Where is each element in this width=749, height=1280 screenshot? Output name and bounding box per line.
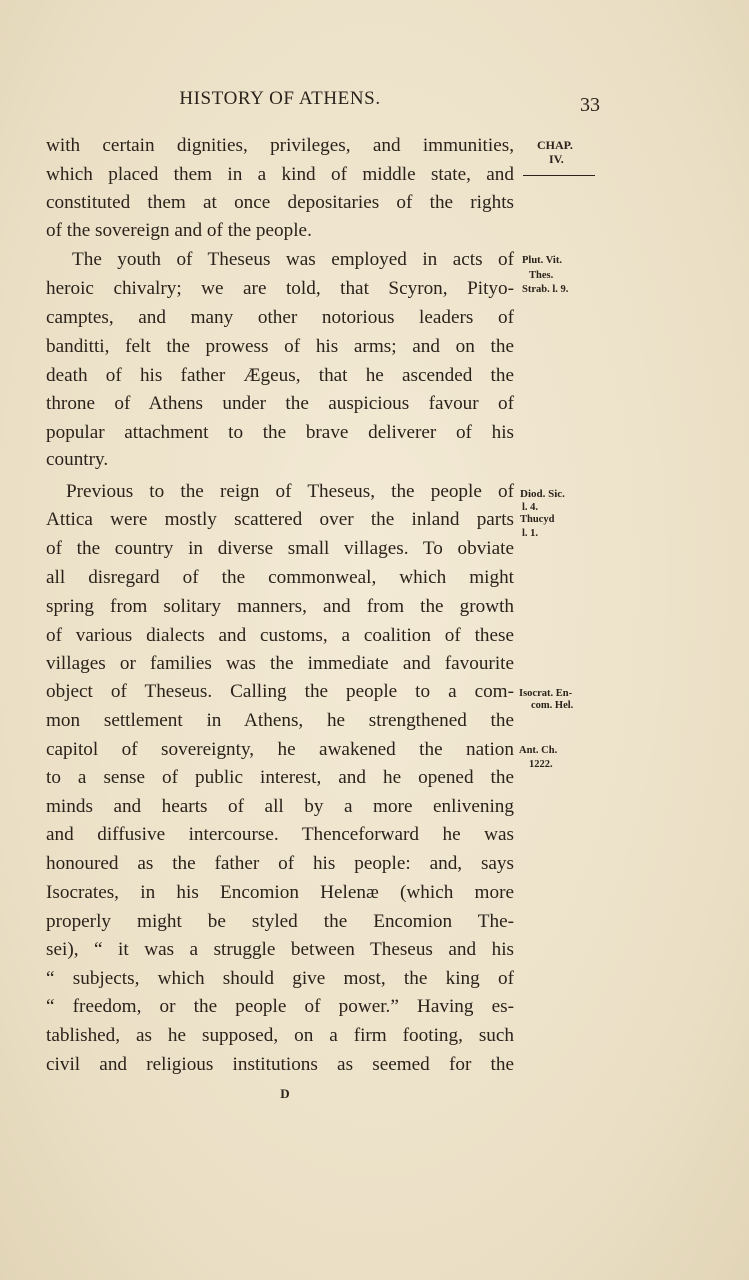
margin-divider (523, 175, 595, 176)
text-line: capitol of sovereignty, he awakened the nation (46, 739, 514, 760)
text-line: to a sense of public interest, and he opened the (46, 767, 514, 788)
margin-note-ant: Ant. Ch. (519, 745, 558, 756)
chapter-label: CHAP. (537, 138, 573, 152)
text-line: “ subjects, which should give most, the king of (46, 968, 514, 989)
text-line: of the country in diverse small villages. To obviate (46, 538, 514, 559)
text-line: tablished, as he supposed, on a firm footing, such (46, 1025, 514, 1046)
text-line: spring from solitary manners, and from the growth (46, 596, 514, 617)
text-line: of the sovereign and of the people. (46, 220, 312, 241)
margin-note-thes: Thes. (529, 270, 554, 281)
running-head: HISTORY OF ATHENS. (179, 88, 381, 109)
text-line: camptes, and many other notorious leaders of (46, 307, 514, 328)
margin-note-plut: Plut. Vit. (522, 255, 562, 266)
text-line: and diffusive intercourse. Thenceforward he was (46, 824, 514, 845)
page-number: 33 (580, 94, 600, 116)
signature-mark: D (280, 1086, 290, 1101)
text-line: civil and religious institutions as seemed for the (46, 1054, 514, 1075)
margin-note-strab: Strab. l. 9. (522, 284, 569, 295)
text-line: constituted them at once depositaries of the rights (46, 192, 514, 213)
text-line: popular attachment to the brave deliverer of his (46, 422, 514, 443)
text-line: heroic chivalry; we are told, that Scyron, Pityo- (46, 278, 514, 299)
margin-note-thucyd: Thucyd (520, 514, 555, 525)
paragraph-start-line: Previous to the reign of Theseus, the people of (66, 481, 514, 502)
text-line: “ freedom, or the people of power.” Having es- (46, 996, 514, 1017)
text-line: all disregard of the commonweal, which might (46, 567, 514, 588)
text-line: Attica were mostly scattered over the inland parts (46, 509, 514, 530)
text-line: of various dialects and customs, a coalition of these (46, 625, 514, 646)
margin-note-diod-ref: l. 4. (522, 502, 539, 513)
margin-note-diod: Diod. Sic. (520, 488, 565, 500)
text-line: minds and hearts of all by a more enlivening (46, 796, 514, 817)
text-line: sei), “ it was a struggle between Theseus and his (46, 939, 514, 960)
text-line: villages or families was the immediate and favourite (46, 653, 514, 674)
text-line: Isocrates, in his Encomion Helenæ (which more (46, 882, 514, 903)
margin-note-isocrat: Isocrat. En- (519, 688, 573, 699)
text-line: death of his father Ægeus, that he ascended the (46, 365, 514, 386)
text-line: honoured as the father of his people: and, says (46, 853, 514, 874)
text-line: country. (46, 449, 109, 470)
chapter-number: IV. (549, 152, 564, 166)
text-line: with certain dignities, privileges, and immunities, (46, 135, 514, 156)
text-line: mon settlement in Athens, he strengthened the (46, 710, 514, 731)
text-line: which placed them in a kind of middle state, and (46, 164, 514, 185)
margin-note-isocrat-cont: com. Hel. (531, 700, 574, 711)
text-line: object of Theseus. Calling the people to a com- (46, 681, 514, 702)
text-line: throne of Athens under the auspicious favour of (46, 393, 514, 414)
text-line: banditti, felt the prowess of his arms; and on the (46, 336, 514, 357)
paragraph-start-line: The youth of Theseus was employed in acts of (72, 249, 514, 270)
text-line: properly might be styled the Encomion The- (46, 911, 514, 932)
margin-note-ant-year: 1222. (529, 759, 553, 770)
margin-note-thucyd-ref: l. 1. (522, 528, 539, 539)
